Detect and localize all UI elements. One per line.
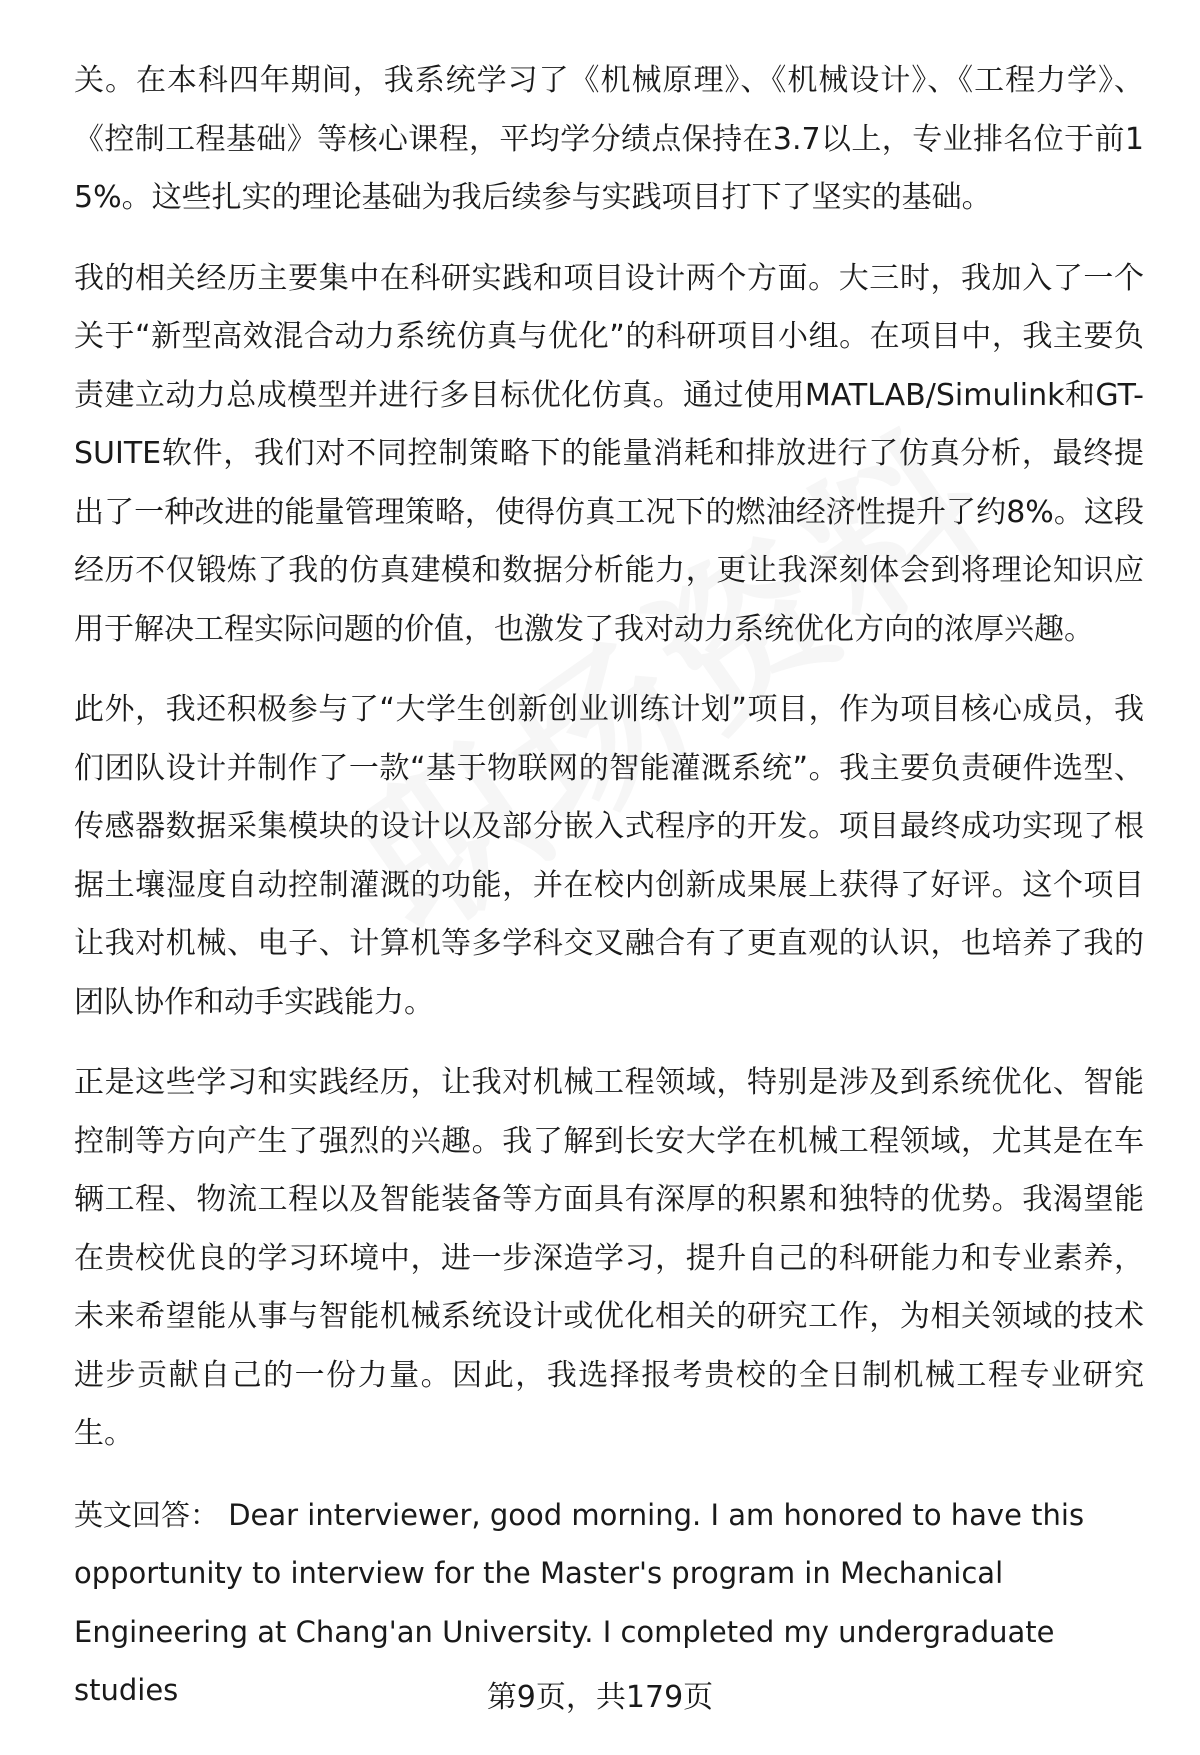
- document-body: [74, 52, 1144, 1742]
- paragraph-1: 关。在本科四年期间，我系统学习了《机械原理》、《机械设计》、《工程力学》、《控制工程基础》等核心课程，平均学分绩点保持在3.7以上，专业排名位于前15%。这些扎实的理论基础为我后续参与实践项目打下了坚实的基础。: [74, 63, 1144, 215]
- paragraph-2: 我的相关经历主要集中在科研实践和项目设计两个方面。大三时，我加入了一个关于“新型高效混合动力系统仿真与优化”的科研项目小组。在项目中，我主要负责建立动力总成模型并进行多目标优化仿真。通过使用MATLAB/Simulink和GT-SUITE软件，我们对不同控制策略下的能量消耗和排放进行了仿真分析，最终提出了一种改进的能量管理策略，使得仿真工况下的燃油经济性提升了约8%。这段经历不仅锻炼了我的仿真建模和数据分析能力，更让我深刻体会到将理论知识应用于解决工程实际问题的价值，也激发了我对动力系统优化方向的浓厚兴趣。: [74, 260, 1144, 647]
- paragraph-4: 正是这些学习和实践经历，让我对机械工程领域，特别是涉及到系统优化、智能控制等方向产生了强烈的兴趣。我了解到长安大学在机械工程领域，尤其是在车辆工程、物流工程以及智能装备等方面具有深厚的积累和独特的优势。我渴望能在贵校优良的学习环境中，进一步深造学习，提升自己的科研能力和专业素养，未来希望能从事与智能机械系统设计或优化相关的研究工作，为相关领域的技术进步贡献自己的一份力量。因此，我选择报考贵校的全日制机械工程专业研究生。: [74, 1065, 1144, 1451]
- page-number-footer: 第9页，共179页: [486, 1680, 714, 1715]
- paragraph-3: 此外，我还积极参与了“大学生创新创业训练计划”项目，作为项目核心成员，我们团队设计并制作了一款“基于物联网的智能灌溉系统”。我主要负责硬件选型、传感器数据采集模块的设计以及部分嵌入式程序的开发。项目最终成功实现了根据土壤湿度自动控制灌溉的功能，并在校内创新成果展上获得了好评。这个项目让我对机械、电子、计算机等多学科交叉融合有了更直观的认识，也培养了我的团队协作和动手实践能力。: [74, 692, 1144, 1020]
- english-answer-paragraph: 英文回答： Dear interviewer, good morning. I am honored to have this opportunity to interview for the Master's program in Mechanical Engineering at Chang'an University. I completed my undergraduate studies: [74, 1497, 1085, 1707]
